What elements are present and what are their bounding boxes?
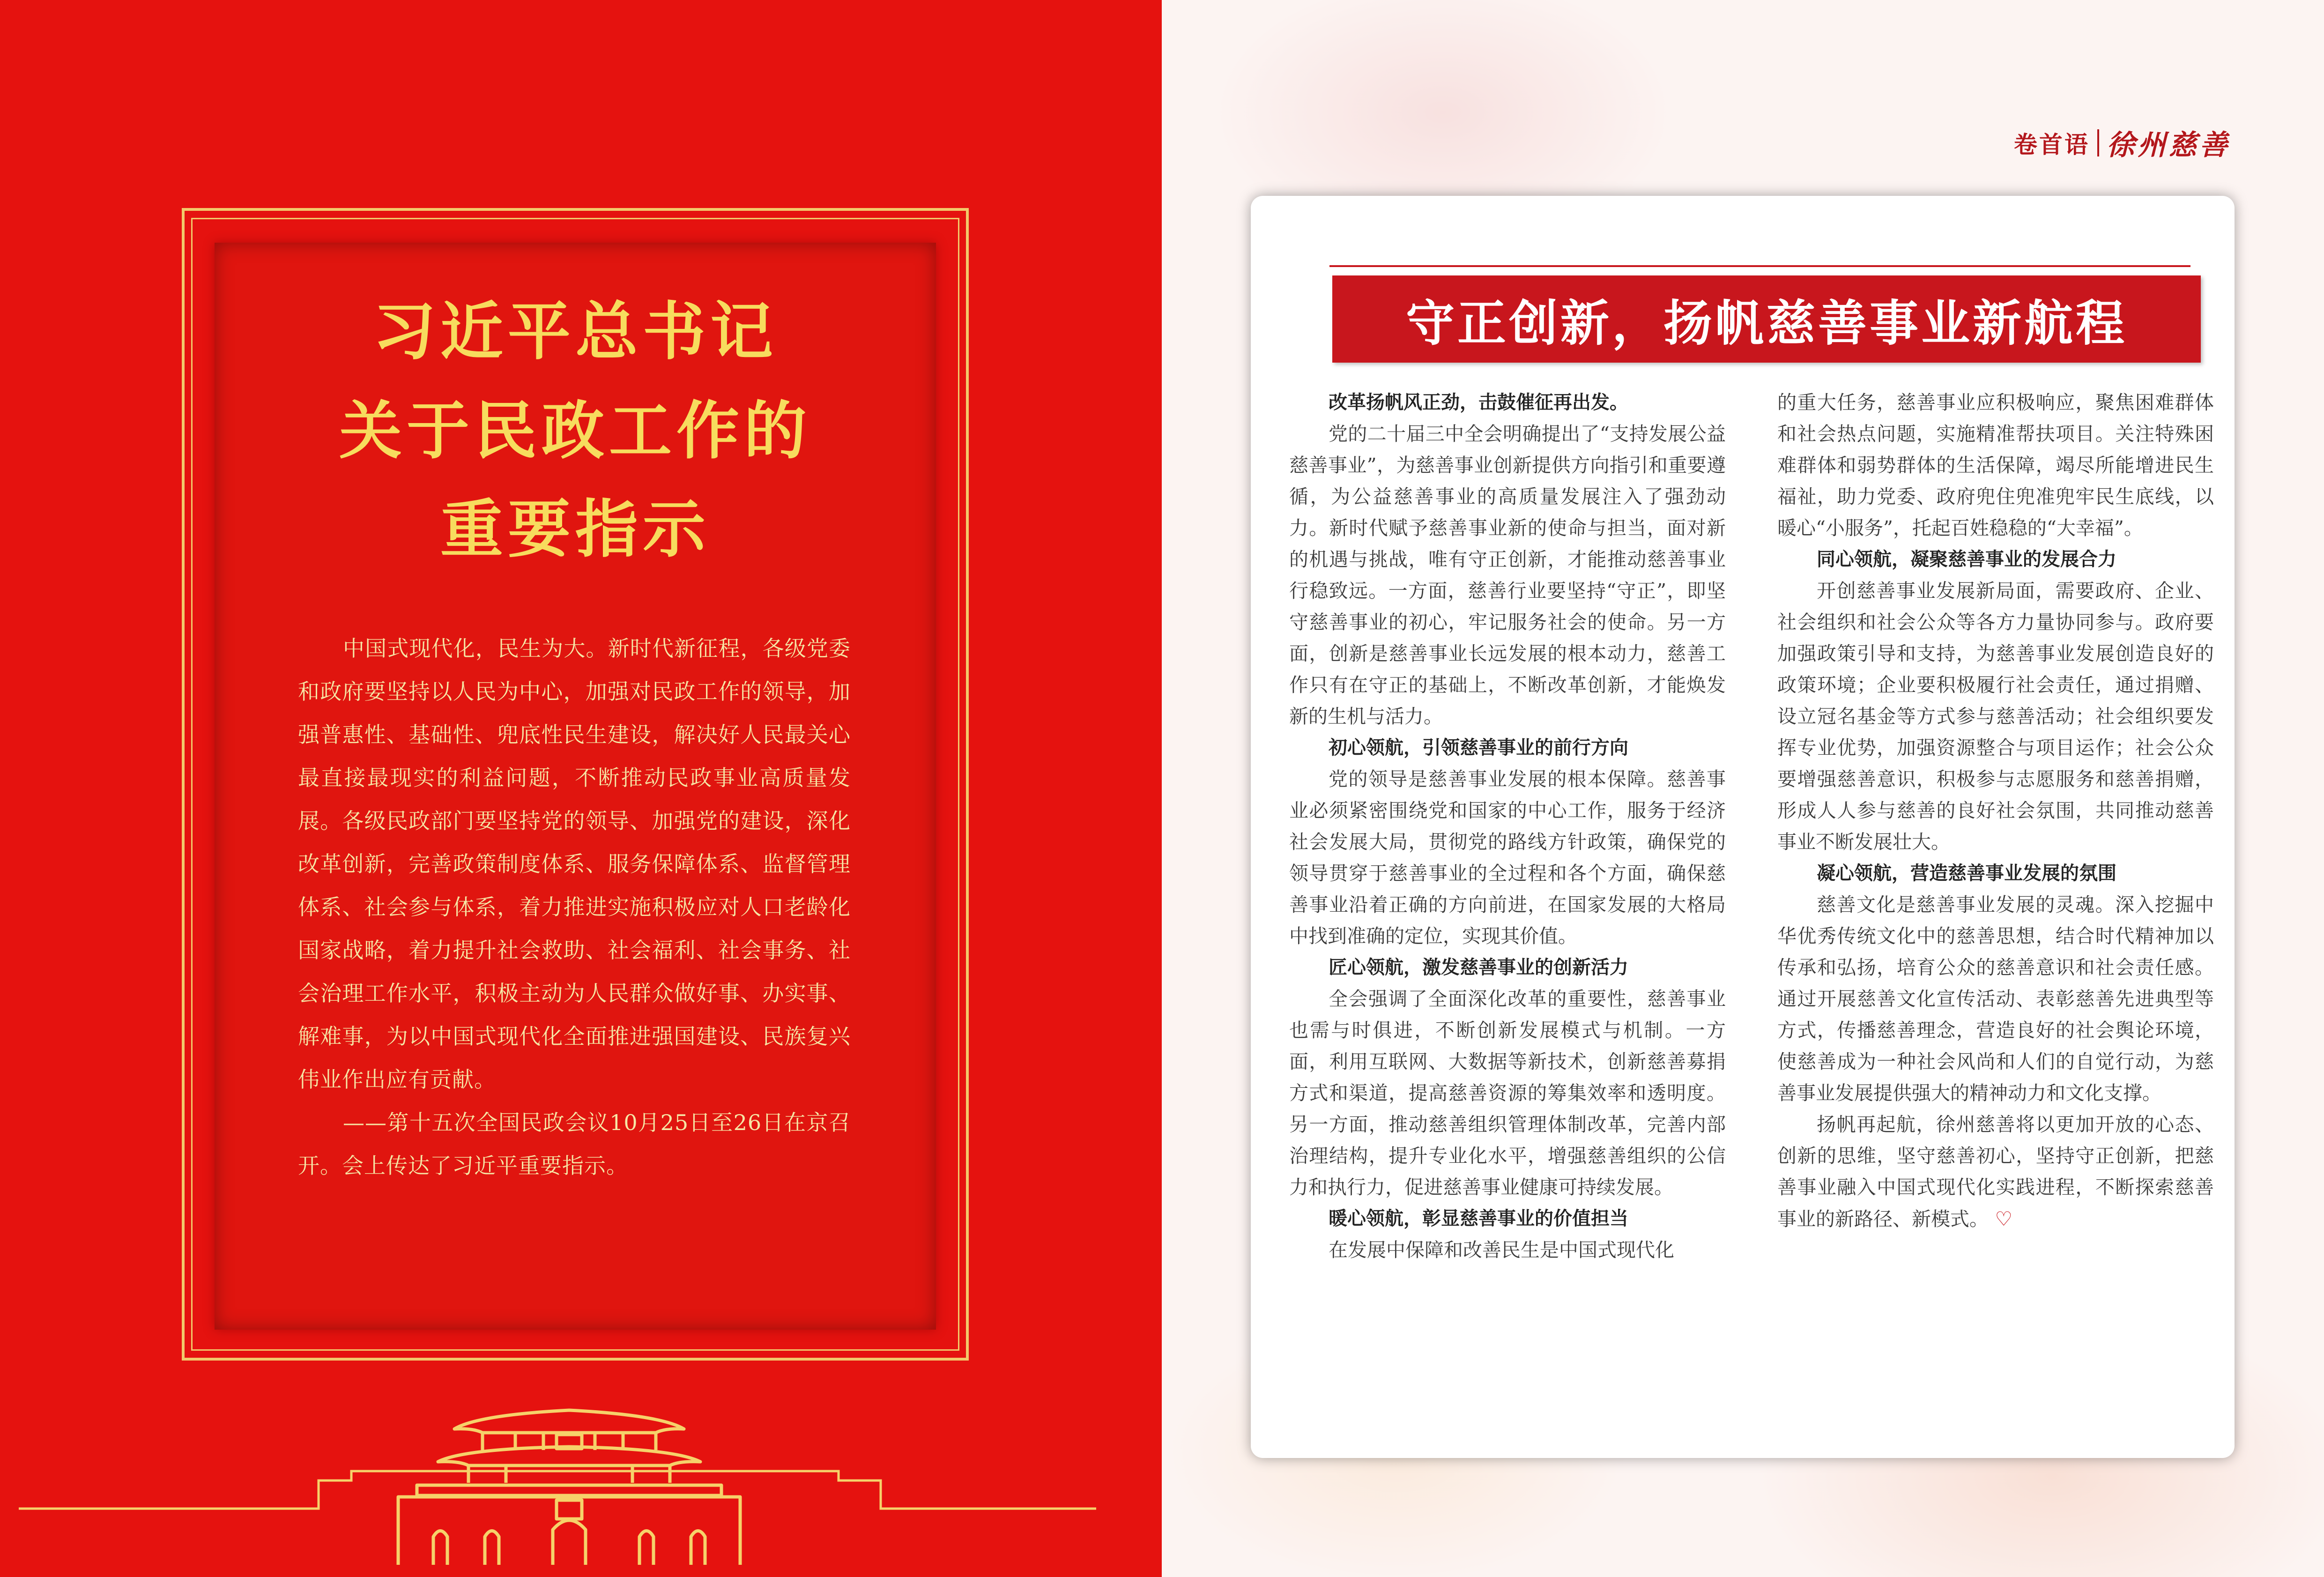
section-heading: 改革扬帆风正劲，击鼓催征再出发。 — [1329, 392, 1628, 413]
article-paragraph: 的重大任务，慈善事业应积极响应，聚焦困难群体和社会热点问题，实施精准帮扶项目。关注特殊困难群体和弱势群体的生活保障，竭尽所能增进民生福祉，助力党委、政府兜住兜准兜牢民生底线，以暖心“小服务”，托起百姓稳稳的“大幸福”。 — [1777, 391, 2214, 539]
section-heading: 初心领航，引领慈善事业的前行方向 — [1329, 737, 1628, 759]
section-heading: 同心领航，凝聚慈善事业的发展合力 — [1817, 549, 2116, 570]
section-heading: 暖心领航，彰显慈善事业的价值担当 — [1329, 1208, 1628, 1229]
headline-rule — [1329, 265, 2190, 267]
article-paragraph: 党的领导是慈善事业发展的根本保障。慈善事业必须紧密围绕党和国家的中心工作，服务于经济社会发展大局，贯彻党的路线方针政策，确保党的领导贯穿于慈善事业的全过程和各个方面，确保慈善事业沿着正确的方向前进，在国家发展的大格局中找到准确的定位，实现其价值。 — [1289, 768, 1726, 947]
article-paragraph: 在发展中保障和改善民生是中国式现代化 — [1329, 1239, 1674, 1261]
title-line-2: 关于民政工作的 — [339, 394, 811, 468]
title-line-1: 习近平总书记 — [372, 294, 778, 368]
column-name: 卷首语 — [2014, 131, 2090, 158]
quote-source: ——第十五次全国民政会议10月25日至26日在京召开。会上传达了习近平重要指示。 — [298, 1110, 851, 1178]
section-heading: 凝心领航，营造慈善事业发展的氛围 — [1817, 863, 2116, 884]
quote-body: 中国式现代化，民生为大。新时代新征程，各级党委和政府要坚持以人民为中心，加强对民政工作的领导，加强普惠性、基础性、兜底性民生建设，解决好人民最关心最直接最现实的利益问题，不断推动民政事业高质量发展。各级民政部门要坚持党的领导、加强党的建设，深化改革创新，完善政策制度体系、服务保障体系、监督管理体系、社会参与体系，着力推进实施积极应对人口老龄化国家战略，着力提升社会救助、社会福利、社会事务、社会治理工作水平，积极主动为人民群众做好事、办实事、解难事，为以中国式现代化全面推进强国建设、民族复兴伟业作出应有贡献。 — [298, 636, 851, 1092]
instruction-quote — [298, 627, 851, 1187]
end-heart-icon: ♡ — [1989, 1207, 2013, 1230]
title-line-3: 重要指示 — [440, 492, 710, 566]
article-paragraph: 开创慈善事业发展新局面，需要政府、企业、社会组织和社会公众等各方力量协同参与。政府要加强政策引导和支持，为慈善事业发展创造良好的政策环境；企业要积极履行社会责任，通过捐赠、设立冠名基金等方式参与慈善活动；社会组织要发挥专业优势，加强资源整合与项目运作；社会公众要增强慈善意识，积极参与志愿服务和慈善捐赠，形成人人参与慈善的良好社会氛围，共同推动慈善事业不断发展壮大。 — [1777, 580, 2214, 853]
magazine-brand: 徐州慈善 — [2107, 129, 2230, 162]
article-column-1 — [1289, 387, 1726, 1266]
article-paragraph: 扬帆再起航，徐州慈善将以更加开放的心态、创新的思维，坚守慈善初心，坚持守正创新，把慈善事业融入中国式现代化实践进程，不断探索慈善事业的新路径、新模式。 ♡ — [1777, 1113, 2214, 1230]
article-paragraph: 党的二十届三中全会明确提出了“支持发展公益慈善事业”，为慈善事业创新提供方向指引和重要遵循，为公益慈善事业的高质量发展注入了强劲动力。新时代赋予慈善事业新的使命与担当，面对新的机遇与挑战，唯有守正创新，才能推动慈善事业行稳致远。一方面，慈善行业要坚持“守正”，即坚守慈善事业的初心，牢记服务社会的使命。另一方面，创新是慈善事业长远发展的根本动力，慈善工作只有在守正的基础上，不断改革创新，才能焕发新的生机与活力。 — [1289, 423, 1726, 728]
article-paragraph: 慈善文化是慈善事业发展的灵魂。深入挖掘中华优秀传统文化中的慈善思想，结合时代精神加以传承和弘扬，培育公众的慈善意识和社会责任感。通过开展慈善文化宣传活动、表彰慈善先进典型等方式，传播慈善理念，营造良好的社会舆论环境，使慈善成为一种社会风尚和人们的自觉行动，为慈善事业发展提供强大的精神动力和文化支撑。 — [1777, 893, 2214, 1104]
article-headline: 守正创新，扬帆慈善事业新航程 — [1405, 294, 2127, 352]
article-column-2 — [1777, 387, 2214, 1235]
magazine-header — [2014, 127, 2230, 162]
skyline-line — [0, 1387, 1162, 1577]
header-divider — [2097, 129, 2099, 156]
section-heading: 匠心领航，激发慈善事业的创新活力 — [1329, 957, 1628, 978]
article-paragraph: 全会强调了全面深化改革的重要性，慈善事业也需与时俱进，不断创新发展模式与机制。一方面，利用互联网、大数据等新技术，创新慈善募捐方式和渠道，提高慈善资源的筹集效率和透明度。另一方面，推动慈善组织管理体制改革，完善内部治理结构，提升专业化水平，增强慈善组织的公信力和执行力，促进慈善事业健康可持续发展。 — [1289, 988, 1726, 1198]
